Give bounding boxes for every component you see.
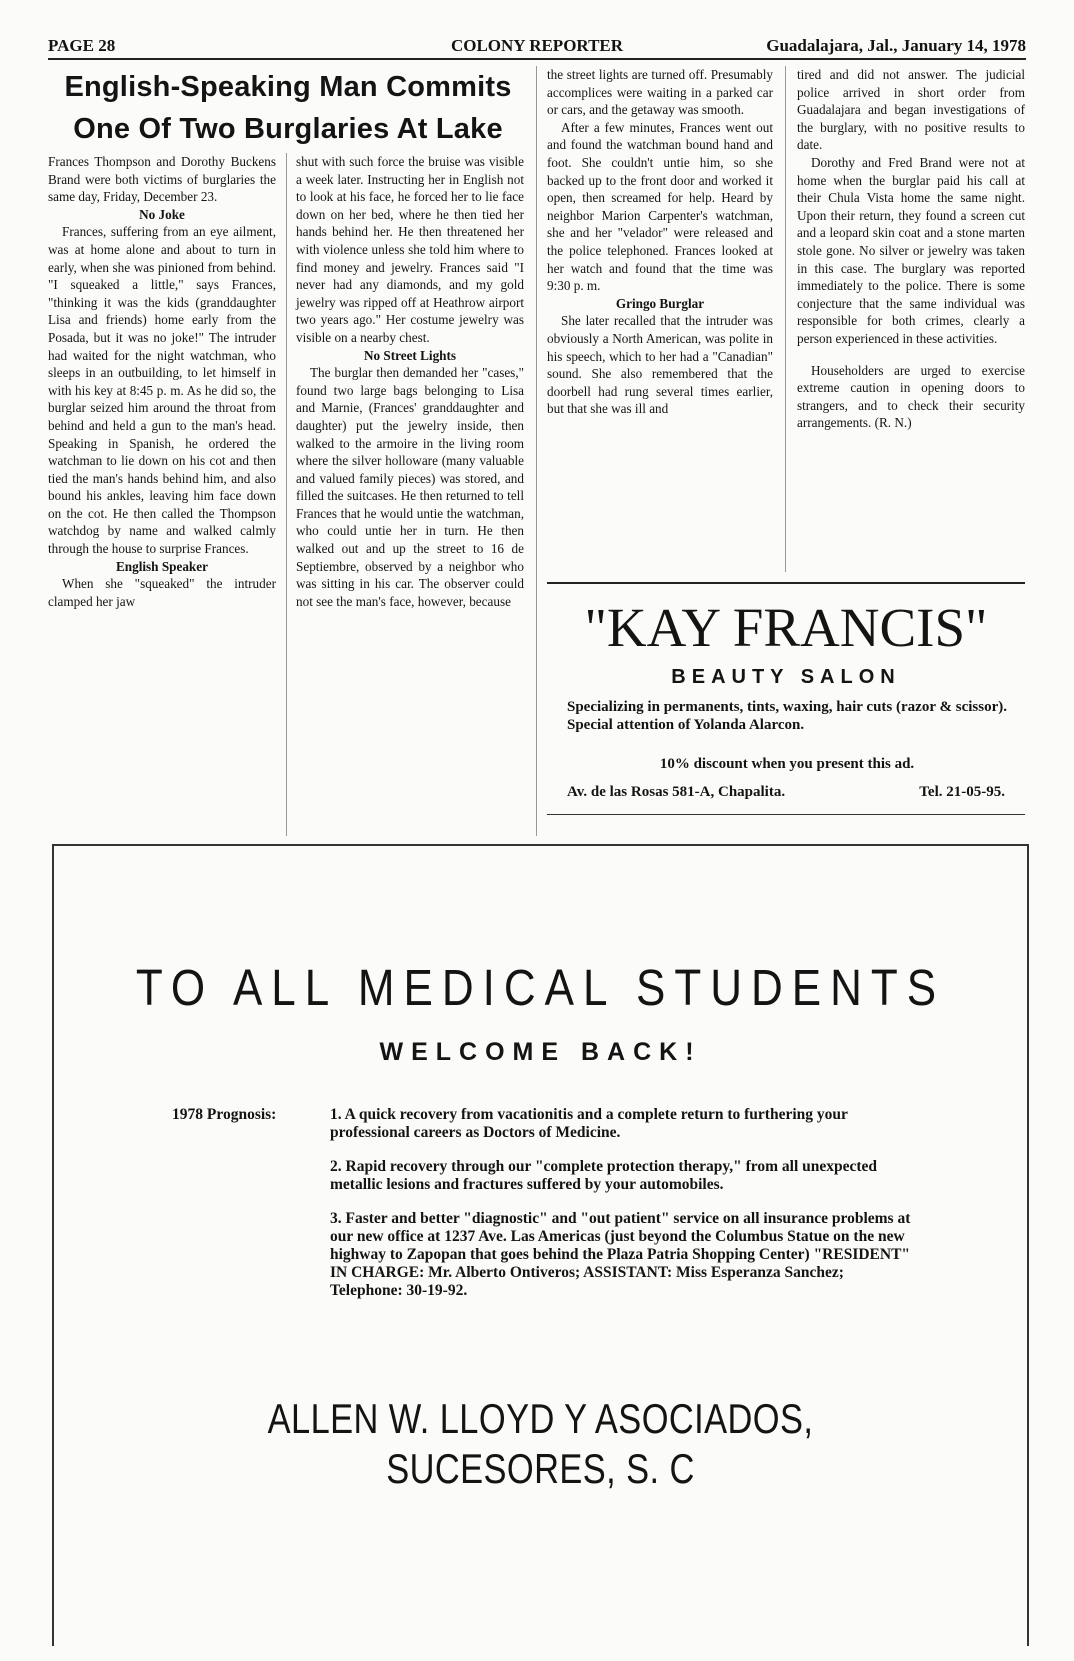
article-headline bbox=[48, 66, 528, 150]
article-subhead: English Speaker bbox=[116, 558, 208, 574]
masthead bbox=[48, 36, 1026, 58]
kay-francis-ad bbox=[547, 582, 1025, 815]
article-paragraph: The burglar then demanded her "cases," found two large bags belonging to Lisa and Marnie, (Frances' granddaughter and daughter) put the jewelry inside, then walked to the armoire in the living room where the silver holloware (many valuable and valued family pieces) was stored, and filled the suitcases. He then returned to tell Frances that he would untie the watchman, who could untie her in turn. He then walked out and up the street to 16 de Septiembre, observed by a neighbor who was sitting in his car. The observer could not see the man's face, however, because bbox=[296, 365, 524, 609]
article-paragraph: After a few minutes, Frances went out and found the watchman bound hand and foot. She couldn't untie him, so she backed up to the front door and worked it open, then screamed for help. Heard by neighbor Marion Carpenter's watchman, she and her "velador" were released and the police telephoned. Frances looked at her watch and found that the time was 9:30 p. m. bbox=[547, 119, 773, 294]
page-number: PAGE 28 bbox=[48, 36, 116, 55]
salon-description: Specializing in permanents, tints, waxing, hair cuts (razor & scissor). Special attention of Yolanda Alarcon. bbox=[567, 699, 1007, 733]
medical-students-ad bbox=[52, 844, 1029, 1646]
article-paragraph: She later recalled that the intruder was obviously a North American, was polite in his speech, which to her had a "Canadian" sound. She also remembered that the doorbell had rung several times earlier, but that she was ill and bbox=[547, 313, 773, 417]
article-column-4 bbox=[797, 66, 1025, 432]
article-column-1 bbox=[48, 153, 276, 610]
column-rule bbox=[286, 153, 287, 836]
article-paragraph: Frances, suffering from an eye ailment, was at home alone and about to turn in early, when she was pinioned from behind. "I squeaked a little," says Frances, "thinking it was the kids (granddaughter Lisa and friends) home early from the Posada, but it was no joke!" The intruder had waited for the night watchman, who sleeps in an outbuilding, to let himself in with his key at 8:45 p. m. As he did so, the burglar seized him around the throat from behind and held a gun to the man's head. Speaking in Spanish, he ordered the watchman to lie down on his cot and then tied the man's hands behind him, and also bound his ankles, leaving him face down on the cot. He then called the Thompson watchdog by name and walked calmly through the house to surprise Frances. bbox=[48, 224, 276, 557]
article-paragraph: Householders are urged to exercise extreme caution in opening doors to strangers, and to check their security arrangements. (R. N.) bbox=[797, 362, 1025, 431]
headline-line-1: English-Speaking Man Commits bbox=[64, 71, 512, 103]
column-rule bbox=[785, 66, 786, 572]
salon-address: Av. de las Rosas 581-A, Chapalita. bbox=[567, 784, 786, 800]
ad-welcome: WELCOME BACK! bbox=[379, 1038, 702, 1066]
article-column-3 bbox=[547, 66, 773, 418]
company-line-1: ALLEN W. LLOYD Y ASOCIADOS, bbox=[267, 1395, 814, 1442]
article-subhead: Gringo Burglar bbox=[615, 295, 705, 311]
prognosis-item: 3. Faster and better "diagnostic" and "out patient" service on all insurance problems at our new office at 1237 Ave. Las Americas (just beyond the Columbus Statue on the new highway to Zapopan that goes behind the Plaza Patria Shopping Center) "RESIDENT" IN CHARGE: Mr. Alberto Ontiveros; ASSISTANT: Miss Esperanza Sanchez; Telephone: 30-19-92. bbox=[330, 1210, 911, 1299]
prognosis-item: 2. Rapid recovery through our "complete protection therapy," from all unexpected metallic lesions and fractures suffered by your automobiles. bbox=[330, 1158, 878, 1193]
article-paragraph: When she "squeaked" the intruder clamped her jaw bbox=[48, 576, 276, 609]
ad-title: TO ALL MEDICAL STUDENTS bbox=[135, 960, 946, 1017]
article-column-2 bbox=[296, 153, 524, 610]
article-paragraph: tired and did not answer. The judicial police arrived in short order from Guadalajara and began investigations of the burglary, with no positive results to date. bbox=[797, 67, 1025, 153]
company-name bbox=[142, 1394, 940, 1494]
paper-name: COLONY REPORTER bbox=[450, 36, 624, 55]
headline-line-2: One Of Two Burglaries At Lake bbox=[73, 113, 503, 145]
salon-discount: 10% discount when you present this ad. bbox=[659, 756, 915, 772]
article-paragraph: Frances Thompson and Dorothy Buckens Brand were both victims of burglaries the same day, Friday, December 23. bbox=[48, 154, 276, 205]
company-line-2: SUCESORES, S. C bbox=[386, 1445, 695, 1492]
article-subhead: No Joke bbox=[139, 206, 185, 222]
salon-name: "KAY FRANCIS" bbox=[584, 597, 988, 658]
article-paragraph: the street lights are turned off. Presumably accomplices were waiting in a parked car or cars, and the getaway was smooth. bbox=[547, 67, 773, 118]
prognosis-item: 1. A quick recovery from vacationitis and a complete return to furthering your professional careers as Doctors of Medicine. bbox=[330, 1106, 848, 1141]
prognosis-label: 1978 Prognosis: bbox=[172, 1106, 277, 1123]
column-rule bbox=[536, 66, 537, 836]
masthead-rule bbox=[48, 58, 1026, 60]
prognosis-list bbox=[330, 1106, 920, 1316]
article-subhead: No Street Lights bbox=[363, 347, 457, 363]
salon-subtitle: BEAUTY SALON bbox=[671, 666, 901, 688]
article-paragraph: shut with such force the bruise was visible a week later. Instructing her in English not to look at his face, he forced her to lie face down on her bed, where he then tied her hands behind her. He then threatened her with violence unless she told him where to find money and jewelry. Frances said "I never had any diamonds, and my gold jewelry was ripped off at Heathrow airport two years ago." Her costume jewelry was visible on a nearby chest. bbox=[296, 154, 524, 345]
article-paragraph: Dorothy and Fred Brand were not at home when the burglar paid his call at their Chula Vista home the same night. Upon their return, they found a screen cut and a leopard skin coat and a stone marten stole gone. No silver or jewelry was taken in this case. The burglary was reported immediately to the police. There is some conjecture that the same individual was responsible for both crimes, clearly a person experienced in these activities. bbox=[797, 154, 1025, 346]
dateline: Guadalajara, Jal., January 14, 1978 bbox=[766, 36, 1026, 55]
salon-telephone: Tel. 21-05-95. bbox=[919, 784, 1005, 800]
